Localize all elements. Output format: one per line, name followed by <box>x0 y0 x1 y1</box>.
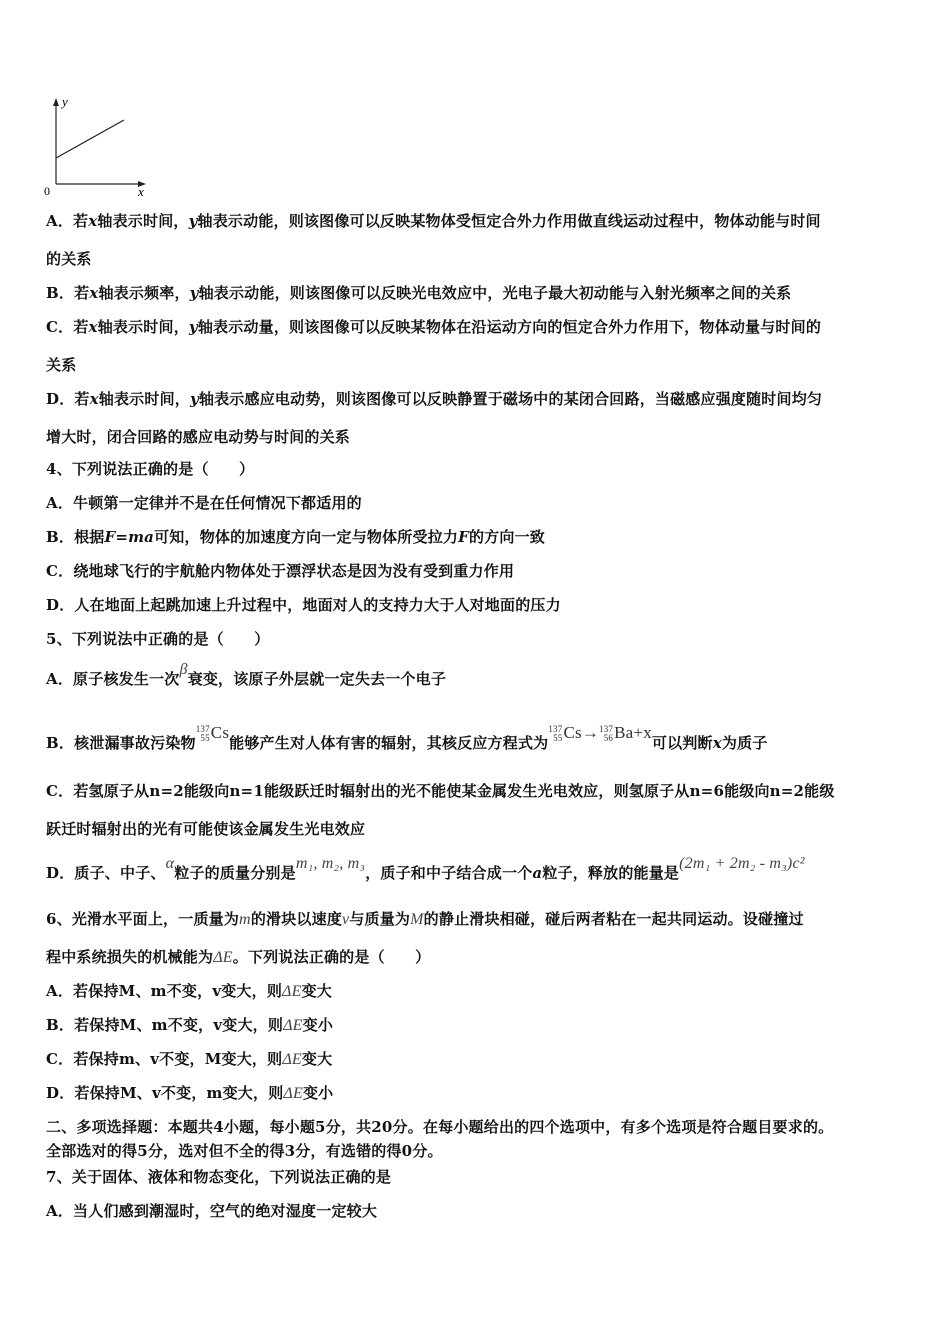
q6-option-b <box>46 1014 333 1035</box>
reaction-equation <box>548 723 652 742</box>
q7-option-a: A．当人们感到潮湿时，空气的绝对湿度一定较大 <box>46 1202 378 1220</box>
q6-stem-cont <box>46 946 430 967</box>
var-x: x <box>88 318 98 336</box>
delta-e: ΔE <box>283 1017 303 1034</box>
var-x: x <box>88 212 98 230</box>
text: 可以判断 <box>651 734 713 752</box>
var-x: x <box>89 284 99 302</box>
text: 轴表示感应电动势，则该图像可以反映静置于磁场中的某闭合回路，当磁感应强度随时间均匀 <box>198 390 823 408</box>
text: 可知，物体的加速度方向一定与物体所受拉力 <box>154 528 459 546</box>
q6-stem <box>46 908 804 929</box>
text: 轴表示动能，则该图像可以反映某物体受恒定合外力作用做直线运动过程中，物体动能与时间 <box>197 212 821 230</box>
q3-option-a-cont: 的关系 <box>46 250 92 268</box>
option-label: C． <box>46 318 74 336</box>
text: 轴表示时间， <box>97 212 189 230</box>
origin-label: 0 <box>44 184 50 198</box>
text: 衰变，该原子外层就一定失去一个电子 <box>187 670 447 688</box>
text: 若 <box>73 212 89 230</box>
q4-option-b <box>46 526 545 547</box>
var-f: F <box>458 528 469 546</box>
atomic-number: 55 <box>200 733 210 744</box>
text: 粒子，释放的能量是 <box>542 864 680 882</box>
mass-number: 137 <box>195 724 210 735</box>
var-y: y <box>188 212 198 230</box>
mass-number: 137 <box>548 724 563 735</box>
text: 。下列说法正确的是（ ） <box>232 948 431 966</box>
q6-option-c <box>46 1048 332 1069</box>
mass-number: 137 <box>599 724 614 735</box>
text: 与质量为 <box>349 910 411 928</box>
section2-heading-cont: 全部选对的得5分，选对但不全的得3分，有选错的得0分。 <box>46 1142 443 1160</box>
var-x: x <box>712 734 722 752</box>
text: 若 <box>73 318 89 336</box>
var-y: y <box>189 284 199 302</box>
text: 若 <box>74 284 90 302</box>
text: 轴表示动量，则该图像可以反映某物体在沿运动方向的恒定合外力作用下，物体动量与时间的 <box>197 318 822 336</box>
var-big-m: M <box>410 911 424 928</box>
text: 能够产生对人体有害的辐射，其核反应方程式为 <box>229 734 549 752</box>
cs-nuclide <box>196 723 229 742</box>
delta-e: ΔE <box>213 949 233 966</box>
q4-option-c: C．绕地球飞行的宇航舱内物体处于漂浮状态是因为没有受到重力作用 <box>46 562 515 580</box>
text: B．根据 <box>46 528 105 546</box>
text: A．若保持M、m不变，v变大，则 <box>46 982 283 1000</box>
x-axis-label: x <box>138 184 144 199</box>
text: ，质子和中子结合成一个 <box>365 864 533 882</box>
text: 轴表示频率， <box>98 284 190 302</box>
var-a: a <box>532 864 543 882</box>
text: 的方向一致 <box>468 528 545 546</box>
energy-formula: (2m₁ + 2m₂ - m₃)c² <box>679 855 805 872</box>
y-axis-label: y <box>62 94 68 109</box>
text: 轴表示时间， <box>97 318 189 336</box>
graph-line <box>56 120 124 158</box>
text: 变大 <box>301 1050 333 1068</box>
text: 轴表示时间， <box>98 390 190 408</box>
line-graph <box>40 92 160 200</box>
delta-e: ΔE <box>282 983 302 1000</box>
q5-option-b <box>46 722 768 752</box>
q5-option-a <box>46 661 447 689</box>
var-y: y <box>188 318 198 336</box>
section2-heading: 二、多项选择题：本题共4小题，每小题5分，共20分。在每小题给出的四个选项中，有多个选项是符合题目要求的。 <box>46 1118 834 1136</box>
q3-option-b <box>46 282 791 303</box>
q5-option-c-cont: 跃迁时辐射出的光有可能使该金属发生光电效应 <box>46 820 366 838</box>
delta-e: ΔE <box>282 1051 302 1068</box>
text: B．核泄漏事故污染物 <box>46 734 196 752</box>
var-y: y <box>189 390 199 408</box>
alpha-symbol: α <box>165 855 175 872</box>
q5-stem: 5、下列说法中正确的是（ ） <box>46 630 270 648</box>
var-m: m <box>239 911 251 928</box>
q3-option-a <box>46 210 821 231</box>
q3-option-c <box>46 316 821 337</box>
q6-option-a <box>46 980 332 1001</box>
text: 程中系统损失的机械能为 <box>46 948 214 966</box>
q3-option-d-cont: 增大时，闭合回路的感应电动势与时间的关系 <box>46 428 351 446</box>
text: D．若保持M、v不变，m变大，则 <box>46 1084 284 1102</box>
q5-option-d <box>46 852 805 882</box>
delta-e: ΔE <box>283 1085 303 1102</box>
text: 的静止滑块相碰，碰后两者粘在一起共同运动。设碰撞过 <box>423 910 804 928</box>
text: D．质子、中子、 <box>46 864 166 882</box>
option-label: D． <box>46 390 75 408</box>
q4-stem: 4、下列说法正确的是（ ） <box>46 460 255 478</box>
mass-symbols: m₁, m₂, m₃ <box>295 855 366 872</box>
text: 变小 <box>302 1016 334 1034</box>
text: B．若保持M、m不变，v变大，则 <box>46 1016 284 1034</box>
element-symbol: Ba+x <box>614 723 652 742</box>
beta-symbol: β <box>179 661 188 678</box>
text: 6、光滑水平面上，一质量为 <box>46 910 240 928</box>
q6-option-d <box>46 1082 333 1103</box>
text: A．原子核发生一次 <box>46 670 180 688</box>
var-x: x <box>89 390 99 408</box>
option-label: B． <box>46 284 75 302</box>
atomic-number: 55 <box>553 733 563 744</box>
option-label: A． <box>46 212 74 230</box>
text: 若 <box>74 390 90 408</box>
atomic-number: 56 <box>603 733 614 744</box>
q3-option-c-cont: 关系 <box>46 356 77 374</box>
text: C．若保持m、v不变，M变大，则 <box>46 1050 283 1068</box>
q4-option-a: A．牛顿第一定律并不是在任何情况下都适用的 <box>46 494 362 512</box>
element-symbol: Cs <box>563 723 582 742</box>
text: 变小 <box>302 1084 334 1102</box>
text: 的滑块以速度 <box>250 910 343 928</box>
text: 轴表示动能，则该图像可以反映光电效应中，光电子最大初动能与入射光频率之间的关系 <box>198 284 792 302</box>
q4-option-d: D．人在地面上起跳加速上升过程中，地面对人的支持力大于人对地面的压力 <box>46 596 561 614</box>
text: 为质子 <box>721 734 768 752</box>
formula-fma: F=ma <box>104 528 155 546</box>
arrow-icon: → <box>581 723 600 742</box>
q7-stem: 7、关于固体、液体和物态变化，下列说法正确的是 <box>46 1168 392 1186</box>
y-axis-arrow <box>53 98 59 106</box>
element-symbol: Cs <box>210 723 230 742</box>
q5-option-c: C．若氢原子从n=2能级向n=1能级跃迁时辐射出的光不能使某金属发生光电效应，则氢原子从n=6能级向n=2能级 <box>46 782 835 800</box>
text: 粒子的质量分别是 <box>174 864 296 882</box>
var-v: v <box>342 911 350 928</box>
text: 变大 <box>301 982 333 1000</box>
q3-option-d <box>46 388 822 409</box>
